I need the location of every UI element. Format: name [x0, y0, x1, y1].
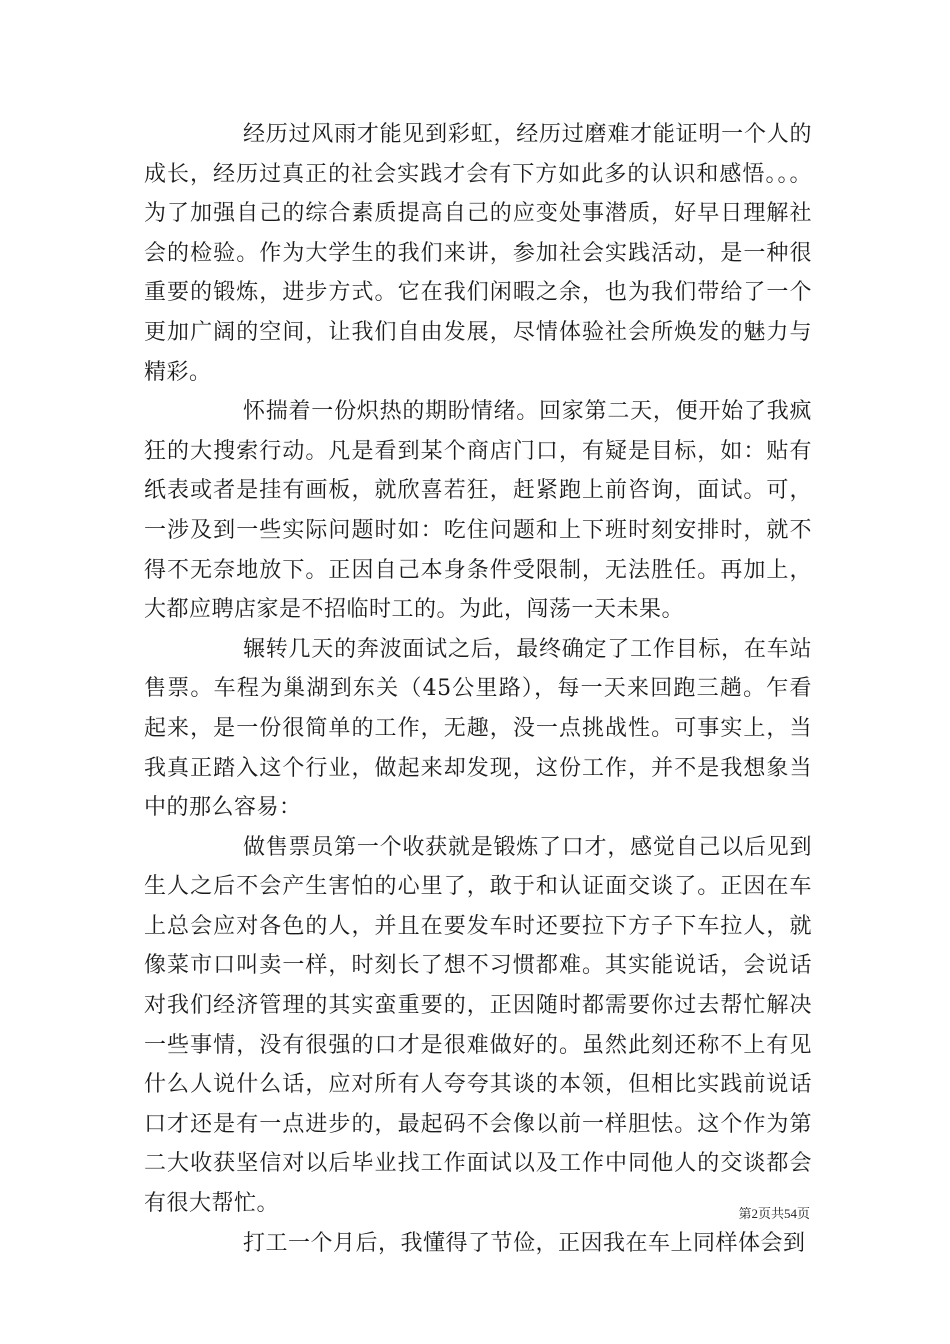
paragraph-1: 经历过风雨才能见到彩虹，经历过磨难才能证明一个人的成长，经历过真正的社会实践才会有下方如此多的认识和感悟。。。为了加强自己的综合素质提高自己的应变处事潜质，好早日理解社会的检验。作为大学生的我们来讲，参加社会实践活动，是一种很重要的锻炼，进步方式。它在我们闲暇之余，也为我们带给了一个更加广阔的空间，让我们自由发展，尽情体验社会所焕发的魅力与精彩。: [144, 122, 812, 385]
paragraph-3: 辗转几天的奔波面试之后，最终确定了工作目标，在车站售票。车程为巢湖到东关（45公里路），每一天来回跑三趟。乍看起来，是一份很简单的工作，无趣，没一点挑战性。可事实上，当我真正踏入这个行业，做起来却发现，这份工作，并不是我想象当中的那么容易：: [144, 636, 812, 821]
page-number-footer: 第2页共54页: [738, 1206, 810, 1221]
document-body: [144, 115, 812, 1263]
paragraph-5: 打工一个月后，我懂得了节俭，正因我在车上同样体会到: [243, 1230, 806, 1256]
paragraph-4: 做售票员第一个收获就是锻炼了口才，感觉自己以后见到生人之后不会产生害怕的心里了，敢于和认证面交谈了。正因在车上总会应对各色的人，并且在要发车时还要拉下方子下车拉人，就像菜市口叫卖一样，时刻长了想不习惯都难。其实能说话，会说话对我们经济管理的其实蛮重要的，正因随时都需要你过去帮忙解决一些事情，没有很强的口才是很难做好的。虽然此刻还称不上有见什么人说什么话，应对所有人夸夸其谈的本领，但相比实践前说话口才还是有一点进步的，最起码不会像以前一样胆怯。这个作为第二大收获坚信对以后毕业找工作面试以及工作中同他人的交谈都会有很大帮忙。: [144, 834, 812, 1217]
paragraph-2: 怀揣着一份炽热的期盼情绪。回家第二天，便开始了我疯狂的大搜索行动。凡是看到某个商店门口，有疑是目标，如：贴有纸表或者是挂有画板，就欣喜若狂，赶紧跑上前咨询，面试。可，一涉及到一些实际问题时如：吃住问题和上下班时刻安排时，就不得不无奈地放下。正因自己本身条件受限制，无法胜任。再加上，大都应聘店家是不招临时工的。为此，闯荡一天未果。: [144, 399, 812, 623]
